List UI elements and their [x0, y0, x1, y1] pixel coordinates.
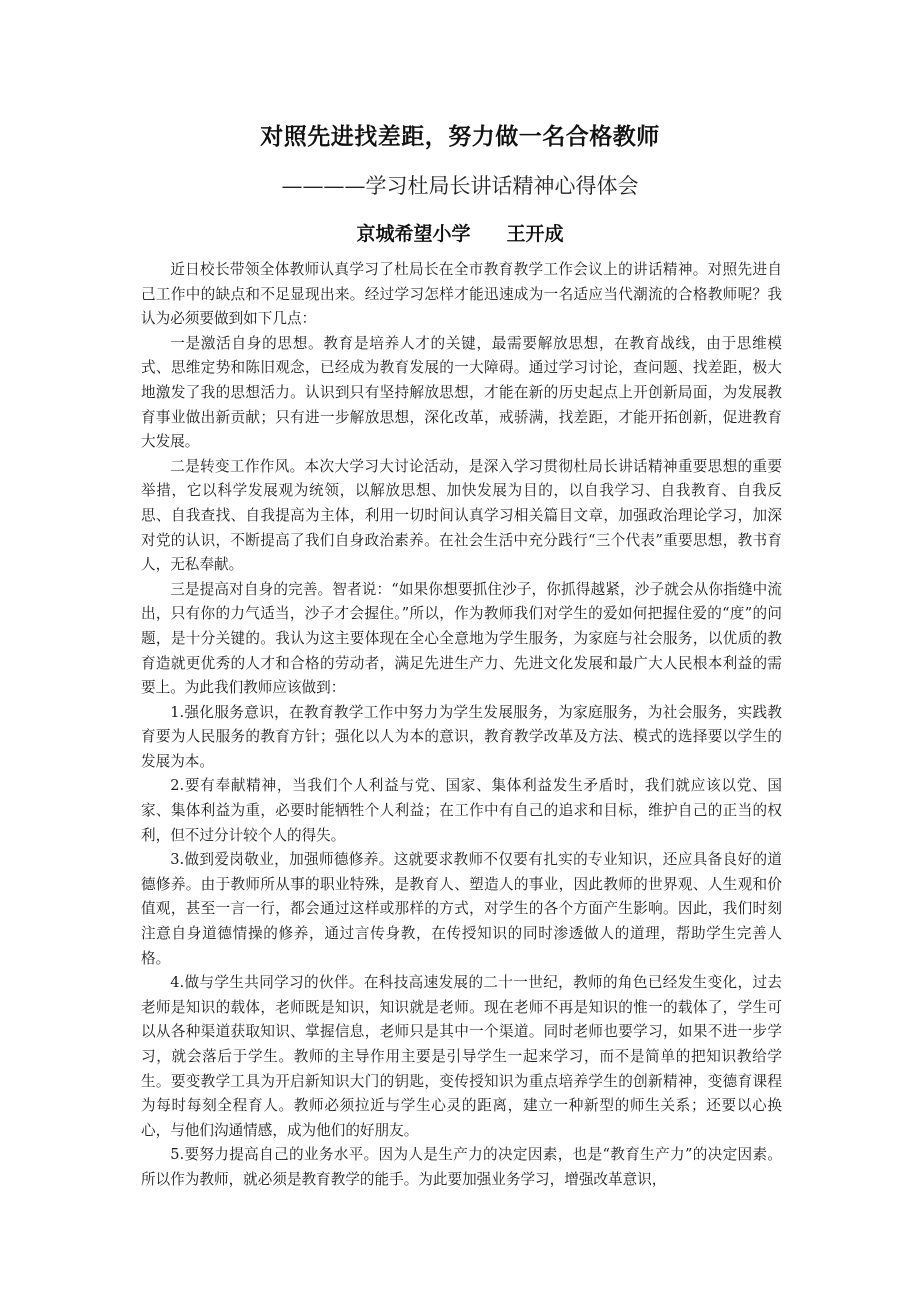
paragraph-point-3: 三是提高对自身的完善。智者说：“如果你想要抓住沙子，你抓得越紧，沙子就会从你指缝中流出，只有你的力气适当，沙子才会握住。”所以，作为教师我们对学生的爱如何把握住爱的“度”的问题，是十分关键的。我认为这主要体现在全心全意地为学生服务，为家庭与社会服务，以优质的教育造就更优秀的人才和合格的劳动者，满足先进生产力、先进文化发展和最广大人民根本利益的需要上。为此我们教师应该做到： [141, 580, 782, 697]
paragraph-point-1: 一是激活自身的思想。教育是培养人才的关键，最需要解放思想，在教育战线，由于思维模式、思维定势和陈旧观念，已经成为教育发展的一大障碍。通过学习讨论，查问题、找差距，极大地激发了我的思想活力。认识到只有坚持解放思想，才能在新的历史起点上开创新局面，为发展教育事业做出新贡献；只有进一步解放思想，深化改革，戒骄满，找差距，才能开拓创新，促进教育大发展。 [141, 334, 782, 451]
document-title: 对照先进找差距，努力做一名合格教师 [260, 124, 660, 150]
paragraph-point-2: 二是转变工作作风。本次大学习大讨论活动，是深入学习贯彻杜局长讲话精神重要思想的重要举措，它以科学发展观为统领，以解放思想、加快发展为目的，以自我学习、自我教育、自我反思、自我查找、自我提高为主体，利用一切时间认真学习相关篇目文章，加强政治理论学习，加深对党的认识，不断提高了我们自身政治素养。在社会生活中充分践行“三个代表”重要思想，教书育人，无私奉献。 [141, 457, 782, 574]
author-school: 京城希望小学 [356, 223, 471, 245]
paragraph-item-4: 4.做与学生共同学习的伙伴。在科技高速发展的二十一世纪，教师的角色已经发生变化，过去老师是知识的载体，老师既是知识，知识就是老师。现在老师不再是知识的惟一的载体了，学生可以从各种渠道获取知识、掌握信息，老师只是其中一个渠道。同时老师也要学习，如果不进一步学习，就会落后于学生。教师的主导作用主要是引导学生一起来学习，而不是简单的把知识教给学生。要变教学工具为开启新知识大门的钥匙，变传授知识为重点培养学生的创新精神，变德育课程为每时每刻全程育人。教师必须拉近与学生心灵的距离，建立一种新型的师生关系；还要以心换心，与他们沟通情感，成为他们的好朋友。 [141, 974, 782, 1139]
paragraph-intro: 近日校长带领全体教师认真学习了杜局长在全市教育教学工作会议上的讲话精神。对照先进自己工作中的缺点和不足显现出来。经过学习怎样才能迅速成为一名适应当代潮流的合格教师呢？我认为必须要做到如下几点： [141, 261, 782, 328]
paragraph-item-5: 5.要努力提高自己的业务水平。因为人是生产力的决定因素，也是“教育生产力”的决定因素。所以作为教师，就必须是教育教学的能手。为此要加强业务学习，增强改革意识， [141, 1146, 782, 1188]
paragraph-item-3: 3.做到爱岗敬业，加强师德修养。这就要求教师不仅要有扎实的专业知识，还应具备良好的道德修养。由于教师所从事的职业特殊，是教育人、塑造人的事业，因此教师的世界观、人生观和价值观，甚至一言一行，都会通过这样或那样的方式，对学生的各个方面产生影响。因此，我们时刻注意自身道德情操的修养，通过言传身教，在传授知识的同时渗透做人的道理，帮助学生完善人格。 [141, 851, 782, 967]
document-subtitle: ————学习杜局长讲话精神心得体会 [281, 174, 639, 198]
paragraph-item-1: 1.强化服务意识，在教育教学工作中努力为学生发展服务，为家庭服务，为社会服务，实践教育要为人民服务的教育方针；强化以人为本的意识，教育教学改革及方法、模式的选择要以学生的发展为本。 [141, 703, 782, 770]
author-name: 王开成 [506, 223, 564, 245]
author-line [0, 219, 920, 246]
document-body [141, 258, 782, 1193]
paragraph-item-2: 2.要有奉献精神，当我们个人利益与党、国家、集体利益发生矛盾时，我们就应该以党、国家、集体利益为重，必要时能牺牲个人利益；在工作中有自己的追求和目标，维护自己的正当的权利，但不过分计较个人的得失。 [141, 777, 782, 844]
